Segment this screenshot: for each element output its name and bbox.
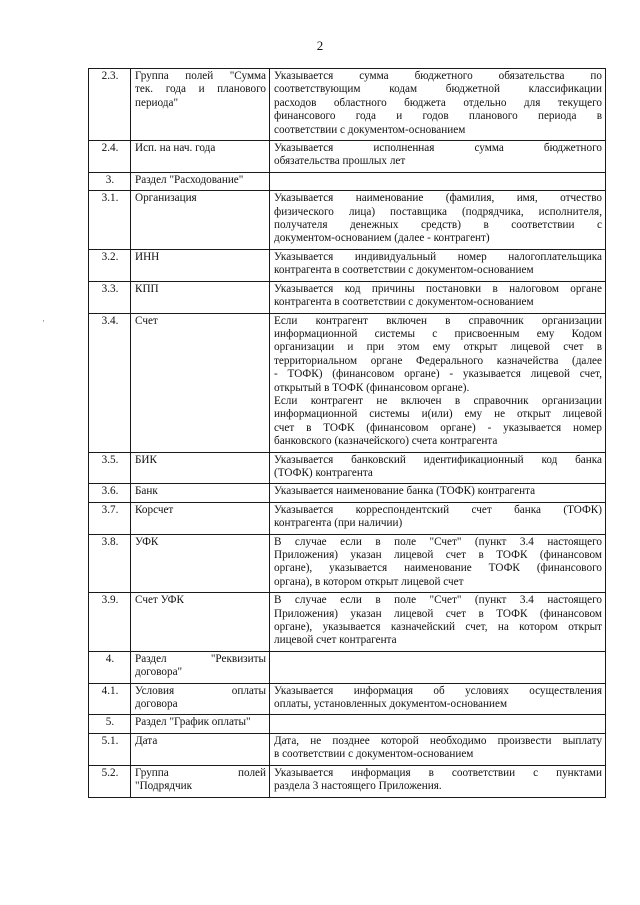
field-name-line: периода" [135,96,179,109]
table-row [89,452,606,484]
field-name-line: Условия оплаты [135,684,266,697]
field-name-line: Дата [135,734,158,747]
description-line: В случае если в поле "Счет" (пункт 3.4 настоящего [274,535,602,548]
row-number: 2.3. [89,69,131,141]
row-number: 3.8. [89,534,131,593]
description-cell [270,534,606,593]
description-cell [270,502,606,534]
field-name-line: Организация [135,192,197,205]
field-name-cell [131,69,270,141]
field-name-cell [131,715,270,733]
description-line: Указывается сумма бюджетного обязательства по [274,70,602,82]
description-line: информационной системы с присвоенным ему Кодом [274,327,602,340]
description-line: В случае если в поле "Счет" (пункт 3.4 настоящего [274,594,602,607]
row-number: 3.9. [89,593,131,652]
field-name-cell [131,651,270,683]
field-name-line: Группа полей "Сумма [135,70,266,82]
field-name-cell [131,733,270,765]
row-number: 4.1. [89,683,131,715]
table-row [89,765,606,797]
description-line: Указывается индивидуальный номер налогоплательщика [274,250,602,263]
description-line: лицевой счет контрагента [274,634,397,647]
table-row [89,191,606,250]
field-name-cell [131,683,270,715]
description-line: Указывается информация об условиях осуществления [274,684,602,697]
field-name-line: Группа полей [135,766,266,779]
row-number: 3.3. [89,281,131,313]
description-cell [270,651,606,683]
field-name-line: Банк [135,485,158,498]
description-cell [270,313,606,452]
field-name-cell [131,593,270,652]
description-line: Указывается наименование банка (ТОФК) контрагента [274,485,536,498]
description-line: обязательства прошлых лет [274,155,406,168]
field-name-line: Счет [135,314,158,327]
description-line: (ТОФК) контрагента [274,466,373,479]
description-cell [270,249,606,281]
description-line: органа), в котором открыт лицевой счет [274,575,464,588]
field-name-line: Счет УФК [135,594,184,607]
field-name-cell [131,484,270,502]
page-number: 2 [316,38,324,53]
row-number: 2.4. [89,141,131,173]
description-cell [270,281,606,313]
table-row [89,484,606,502]
field-name-cell [131,534,270,593]
field-name-cell [131,502,270,534]
field-name-cell [131,452,270,484]
description-line: получателя денежных средств) в соответствии с [274,219,602,232]
description-line: Если контрагент включен в справочник организации [274,314,602,327]
row-number: 3.1. [89,191,131,250]
description-cell [270,484,606,502]
description-line: счет в ТОФК (финансовом органе) - указывается номер [274,421,602,434]
field-name-line: тек. года и планового [135,83,266,96]
description-cell [270,593,606,652]
description-cell [270,733,606,765]
row-number: 3.6. [89,484,131,502]
field-name-cell [131,141,270,173]
row-number: 3.4. [89,313,131,452]
description-cell [270,191,606,250]
description-cell [270,141,606,173]
description-line: финансового года и годов планового периода в [274,110,602,123]
field-name-line: договора [135,698,178,711]
description-line: организации и при этом ему открыт лицевой счет в [274,341,602,354]
field-name-cell [131,281,270,313]
margin-mark: · [42,316,45,326]
row-number: 3.5. [89,452,131,484]
description-line: физического лица) поставщика (подрядчика, исполнителя, [274,205,602,218]
field-name-line: ИНН [135,250,160,263]
field-description-table [88,68,606,798]
description-line: Указывается корреспондентский счет банка (ТОФК) [274,503,602,516]
table-row [89,249,606,281]
table-row [89,69,606,141]
description-line: Приложения) указан лицевой счет в ТОФК (финансовом [274,549,602,561]
row-number: 5.1. [89,733,131,765]
field-name-line: Раздел "График оплаты" [135,716,251,729]
description-line: территориальном органе Федерального казначейства (далее [274,354,602,367]
table-row [89,733,606,765]
field-name-line: УФК [135,535,159,548]
table-row [89,715,606,733]
description-line: контрагента (при наличии) [274,517,403,530]
field-name-line: "Подрядчик [135,780,193,793]
field-name-line: Раздел "Реквизиты [135,652,266,665]
description-line: Указывается информация в соответствии с пунктами [274,766,602,779]
description-line: органе), указывается наименование ТОФК (финансового [274,562,602,575]
description-line: раздела 3 настоящего Приложения. [274,780,442,793]
description-line: в соответствии с документом-основанием [274,748,474,761]
description-line: информационной системы и(или) ему не открыт лицевой [274,408,602,421]
field-name-line: Исп. на нач. года [135,142,216,155]
field-name-line: БИК [135,453,157,466]
description-line: Указывается код причины постановки в налоговом органе [274,282,602,295]
field-name-line: Корсчет [135,503,174,516]
description-cell [270,765,606,797]
row-number: 3.7. [89,502,131,534]
table-row [89,593,606,652]
description-cell [270,452,606,484]
table-row [89,281,606,313]
description-line: - ТОФК) (финансовом органе) - указывается лицевой счет, [274,368,602,381]
field-name-line: КПП [135,282,159,295]
description-line: оплаты, установленных документом-основанием [274,698,508,711]
field-name-line: договора" [135,666,183,679]
field-name-cell [131,191,270,250]
table-row [89,172,606,190]
description-line: контрагента в соответствии с документом-основанием [274,296,534,309]
description-line: документом-основанием (далее - контрагент) [274,232,490,245]
field-name-cell [131,765,270,797]
description-line: Приложения) указан лицевой счет в ТОФК (финансовом [274,607,602,620]
table-body [89,69,606,798]
row-number: 3.2. [89,249,131,281]
table-row [89,683,606,715]
description-line: Указывается исполненная сумма бюджетного [274,142,602,155]
description-line: соответствующим кодам бюджетной классификации [274,83,602,96]
description-cell [270,683,606,715]
table-row [89,534,606,593]
table-row [89,651,606,683]
table-row [89,502,606,534]
table-row [89,313,606,452]
description-line: Указывается наименование (фамилия, имя, отчество [274,192,602,205]
description-line: банковского (казначейского) счета контрагента [274,435,498,448]
row-number: 5. [89,715,131,733]
description-cell [270,715,606,733]
field-name-cell [131,313,270,452]
row-number: 5.2. [89,765,131,797]
field-name-cell [131,172,270,190]
description-line: Дата, не позднее которой необходимо произвести выплату [274,734,602,747]
description-line: контрагента в соответствии с документом-основанием [274,264,534,277]
description-cell [270,172,606,190]
description-line: Указывается банковский идентификационный код банка [274,453,602,466]
field-name-cell [131,249,270,281]
row-number: 3. [89,172,131,190]
description-line: соответствии с документом-основанием [274,123,466,136]
description-line: Если контрагент не включен в справочник организации [274,394,602,407]
description-line: расходов областного бюджета отдельно для текущего [274,96,602,109]
table-row [89,141,606,173]
description-line: органе), указывается казначейский счет, на котором открыт [274,621,602,634]
description-cell [270,69,606,141]
field-name-line: Раздел "Расходование" [135,173,244,186]
row-number: 4. [89,651,131,683]
description-line: открытый в ТОФК (финансовом органе). [274,381,470,394]
